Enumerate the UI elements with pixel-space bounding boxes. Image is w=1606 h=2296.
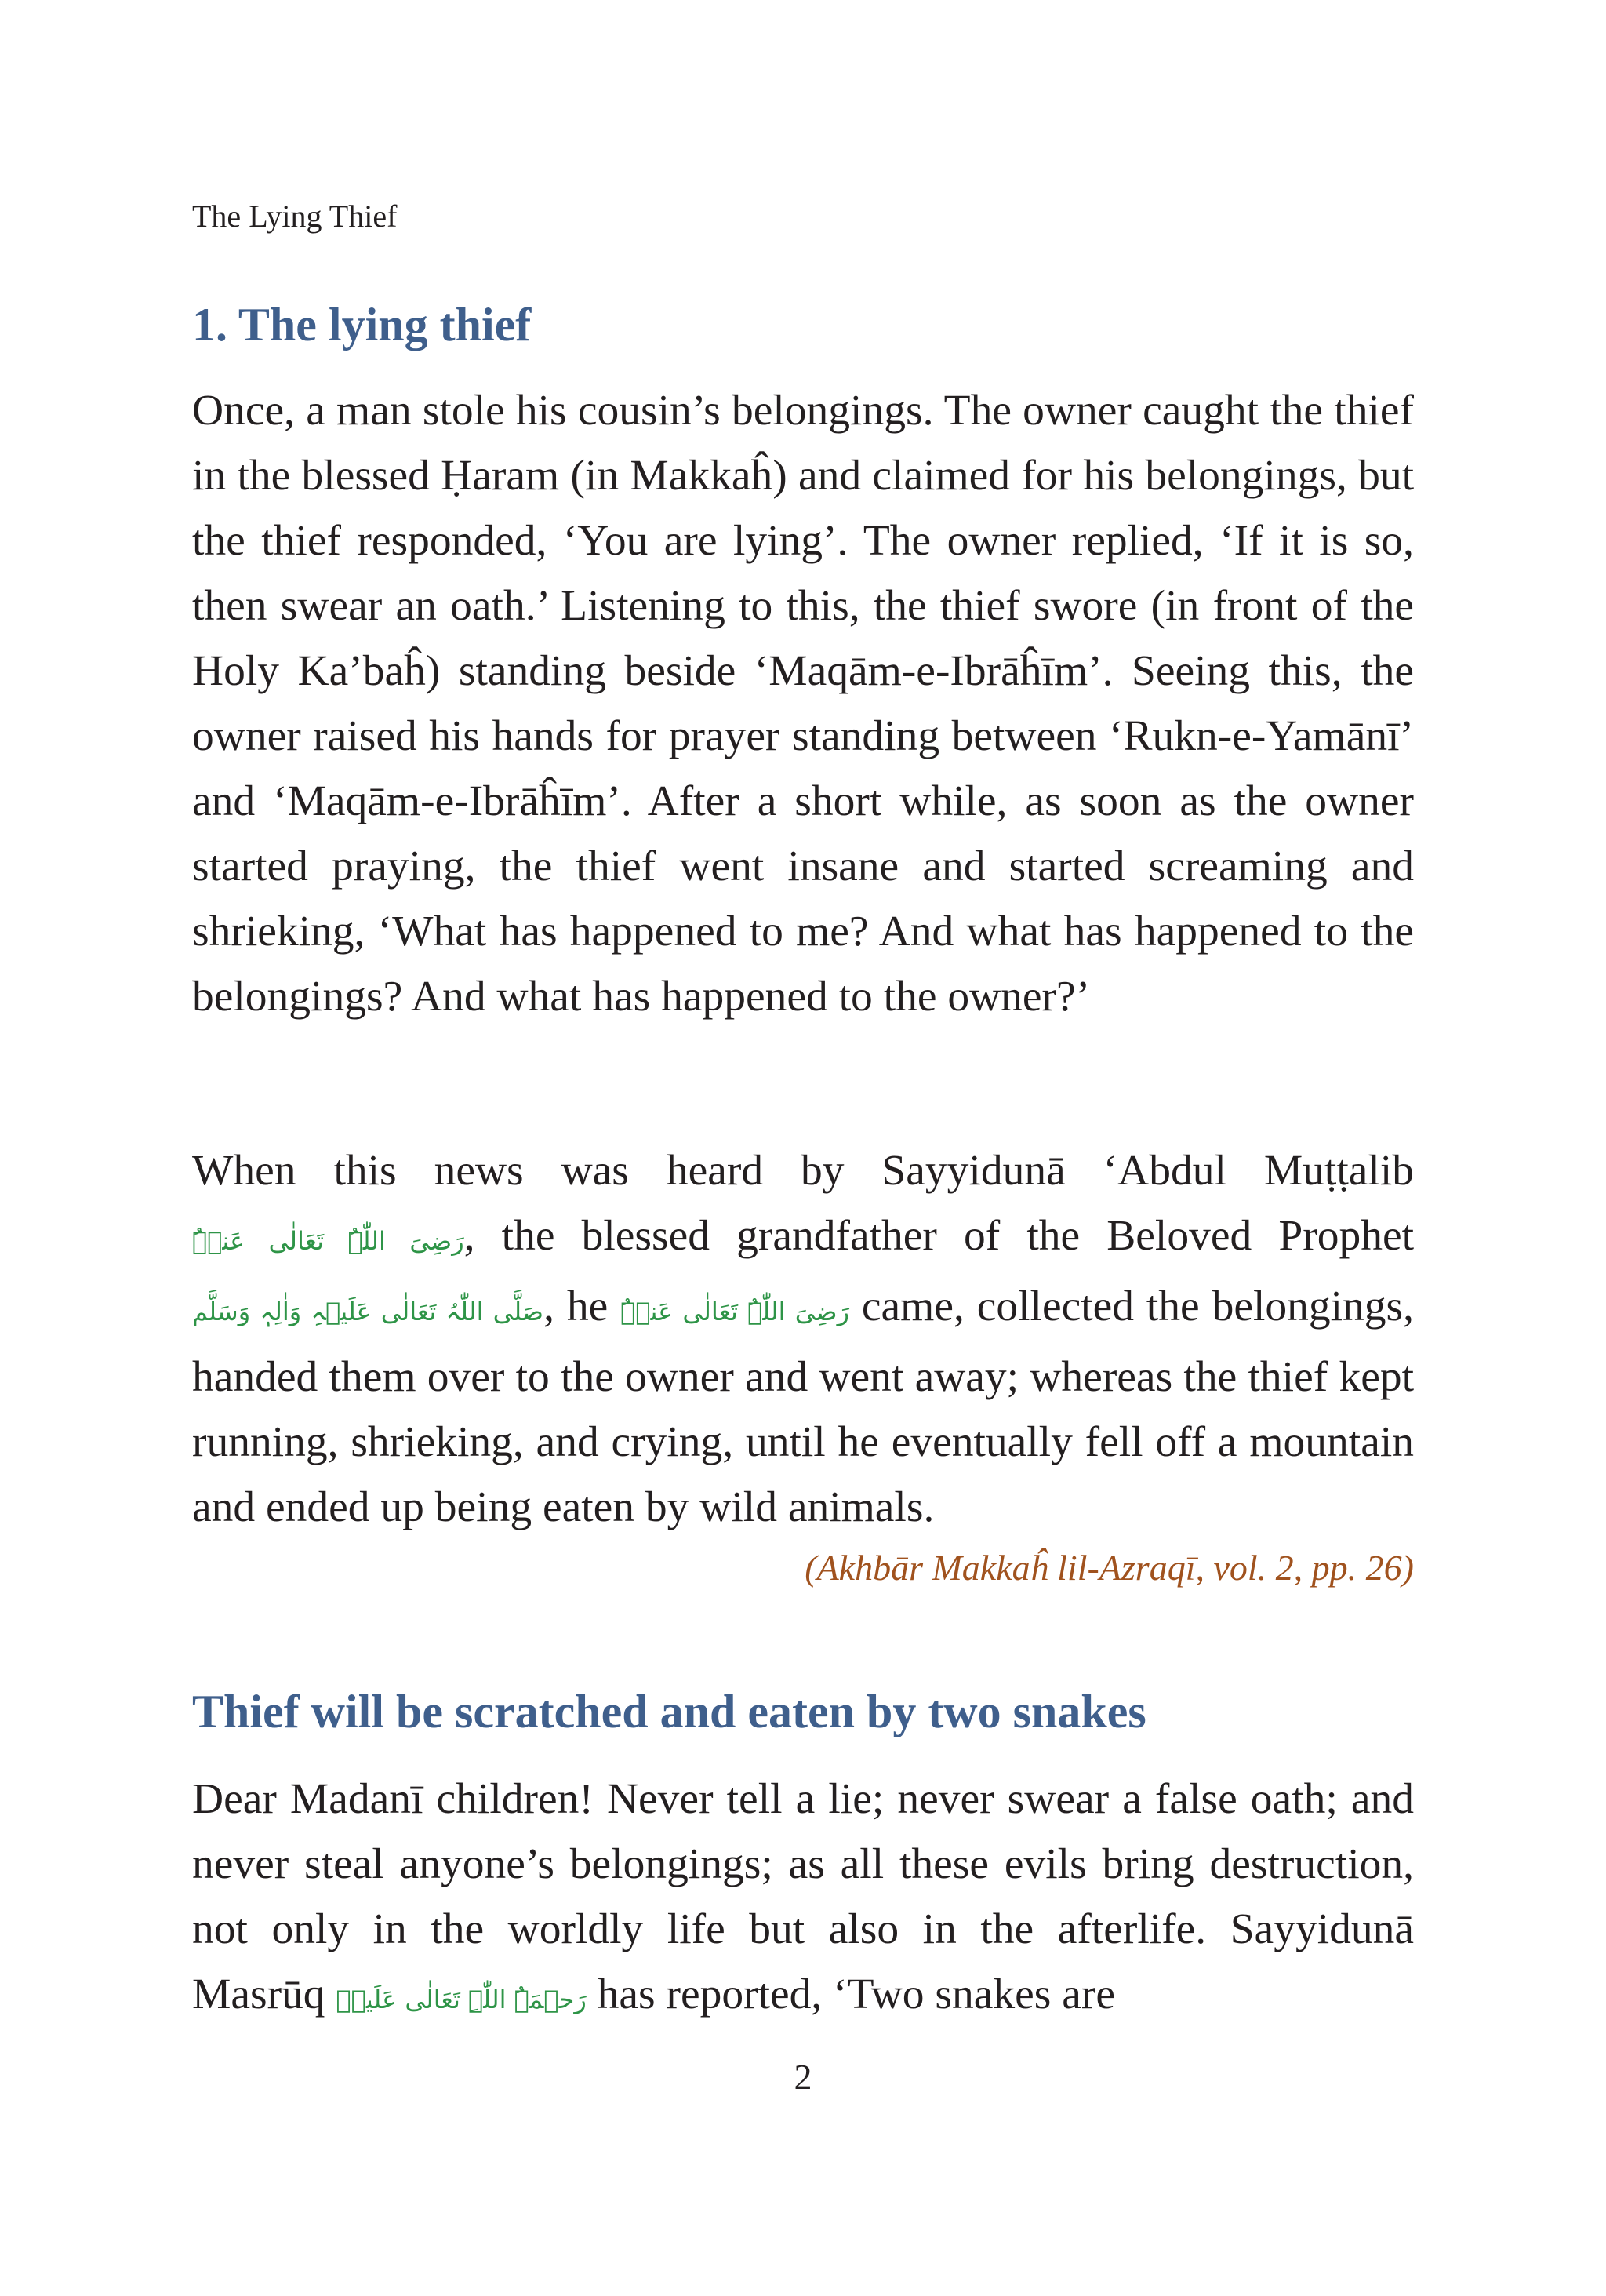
- honorific-salawat: صَلَّی اللّٰہُ تَعَالٰی عَلَیۡہِ وَاٰلِہٖ وَسَلَّم: [192, 1297, 544, 1326]
- section-heading-snakes: Thief will be scratched and eaten by two snakes: [192, 1686, 1146, 1737]
- running-header: The Lying Thief: [192, 198, 398, 234]
- honorific-radiallahu-anhu: رَضِیَ اللّٰہُ تَعَالٰی عَنۡہُ: [620, 1297, 850, 1326]
- citation: (Akhbār Makkaĥ lil-Azraqī, vol. 2, pp. 26): [805, 1548, 1414, 1588]
- story-paragraph-2: [192, 1138, 1414, 1540]
- paragraph-text: came, collected the belongings, handed them over to the owner and went away; whereas the thief kept running, shrieking, and crying, until he eventually fell off a mountain and ended up being eaten by wild animals.: [192, 1283, 1415, 1531]
- section-heading-lying-thief: 1. The lying thief: [192, 299, 532, 351]
- honorific-radiallahu-anhu: رَضِیَ اللّٰہُ تَعَالٰی عَنۡہُ: [192, 1226, 464, 1256]
- snakes-paragraph: [192, 1767, 1414, 2032]
- page-number: 2: [794, 2057, 812, 2097]
- paragraph-text: has reported, ‘Two snakes are: [586, 1970, 1115, 2018]
- paragraph-text: Dear Madanī children! Never tell a lie; never swear a false oath; and never steal anyone’s belongings; as all these evils bring destruction, not only in the worldly life but also in the afterlife. Sayyidunā Masrūq: [192, 1775, 1414, 2018]
- paragraph-text: When this news was heard by Sayyidunā ‘Abdul Muṭṭalib: [192, 1147, 1414, 1195]
- paragraph-text: , he: [543, 1283, 621, 1330]
- story-paragraph-1: Once, a man stole his cousin’s belongings. The owner caught the thief in the blessed Ḥaram (in Makkaĥ) and claimed for his belongings, but the thief responded, ‘You are lying’. The owner replied, ‘If it is so, then swear an oath.’ Listening to this, the thief swore (in front of the Holy Ka’baĥ) standing beside ‘Maqām-e-Ibrāĥīm’. Seeing this, the owner raised his hands for prayer standing between ‘Rukn-e-Yamānī’ and ‘Maqām-e-Ibrāĥīm’. After a short while, as soon as the owner started praying, the thief went insane and started screaming and shrieking, ‘What has happened to me? And what has happened to the belongings? And what has happened to the owner?’: [192, 387, 1414, 1021]
- honorific-rahmatullah-alayh: رَحۡمَۃُ اللّٰہِ تَعَالٰی عَلَیۡہ: [336, 1985, 587, 2014]
- document-page: [192, 0, 1414, 2296]
- paragraph-text: , the blessed grandfather of the Beloved Prophet: [463, 1212, 1414, 1260]
